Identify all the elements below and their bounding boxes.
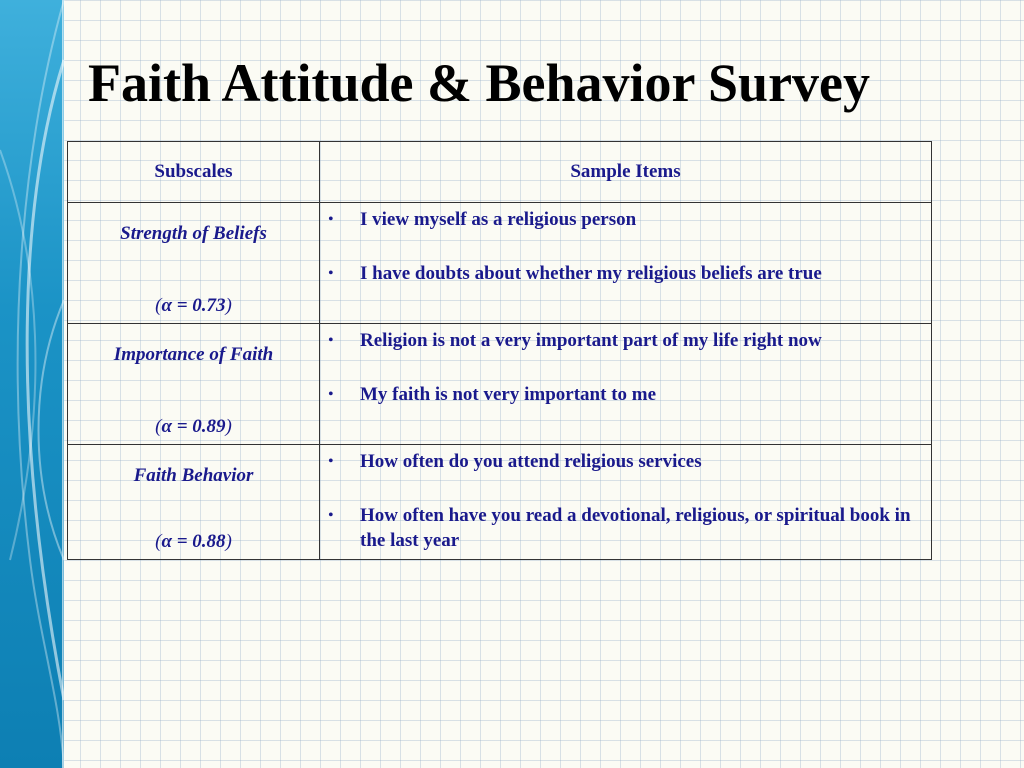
list-item: • My faith is not very important to me <box>320 382 931 407</box>
sample-items-cell <box>320 203 932 324</box>
table-header-row <box>68 142 932 203</box>
subscale-alpha: (α = 0.88) <box>155 531 232 552</box>
list-item: • How often do you attend religious services <box>320 449 931 474</box>
table-row <box>68 203 932 324</box>
side-band-edge <box>62 0 66 768</box>
header-sample-items: Sample Items <box>320 142 932 203</box>
alpha-value: = 0.89 <box>176 416 226 437</box>
decorative-side-band <box>0 0 64 768</box>
alpha-symbol: α <box>161 295 172 316</box>
alpha-value: = 0.73 <box>176 295 226 316</box>
subscale-name: Faith Behavior <box>133 465 254 486</box>
alpha-value: = 0.88 <box>176 531 226 552</box>
swoosh-decoration <box>0 0 64 768</box>
alpha-symbol: α <box>161 416 172 437</box>
subscale-cell <box>68 203 320 324</box>
list-item: • I view myself as a religious person <box>320 207 931 232</box>
subscale-cell <box>68 324 320 445</box>
subscale-alpha: (α = 0.73) <box>155 295 232 316</box>
table-row <box>68 324 932 445</box>
header-subscales: Subscales <box>68 142 320 203</box>
sample-items-cell <box>320 324 932 445</box>
survey-table <box>67 141 932 560</box>
sample-items-cell <box>320 445 932 560</box>
list-item: • I have doubts about whether my religious beliefs are true <box>320 261 931 286</box>
subscale-name: Importance of Faith <box>113 344 274 365</box>
subscale-name: Strength of Beliefs <box>120 223 267 244</box>
list-item: • How often have you read a devotional, religious, or spiritual book in the last year <box>320 503 931 553</box>
list-item: • Religion is not a very important part of my life right now <box>320 328 931 353</box>
subscale-cell <box>68 445 320 560</box>
page-title: Faith Attitude & Behavior Survey <box>88 53 870 113</box>
subscale-alpha: (α = 0.89) <box>155 416 232 437</box>
alpha-symbol: α <box>161 531 172 552</box>
table-row <box>68 445 932 560</box>
